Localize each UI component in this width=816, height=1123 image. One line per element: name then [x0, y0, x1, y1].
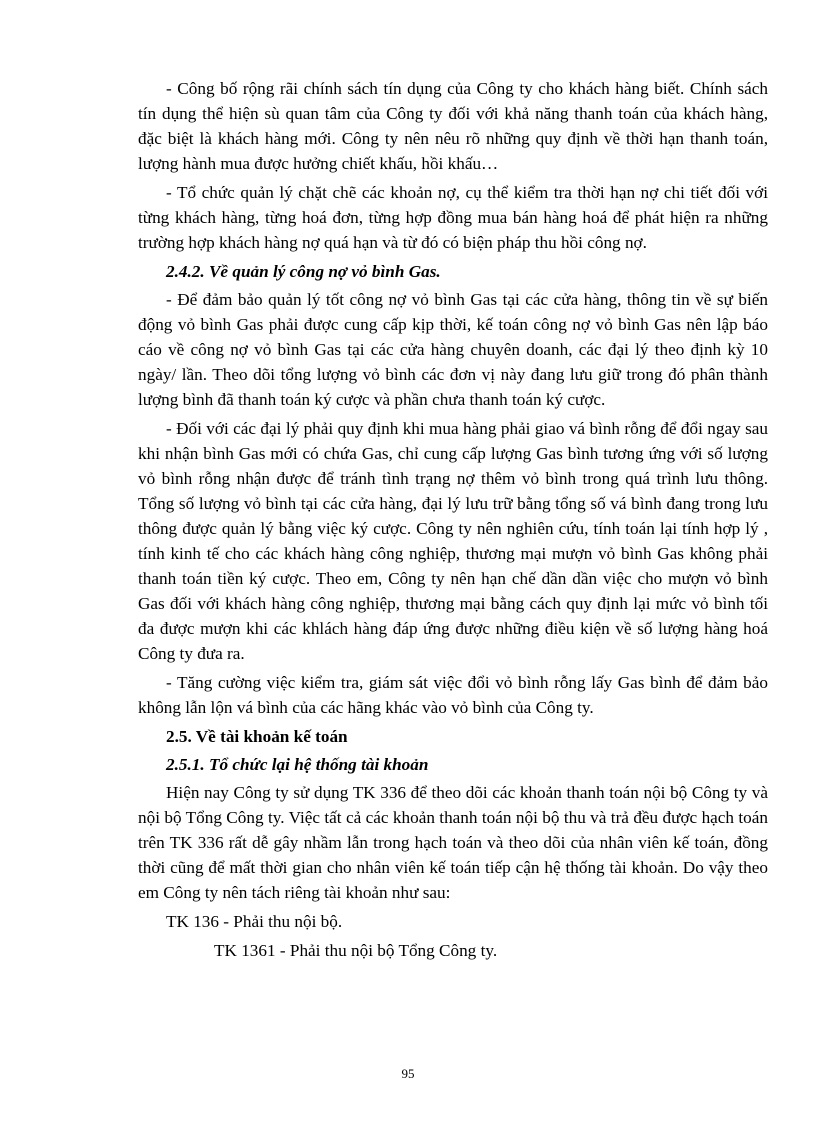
account-item-tk136: TK 136 - Phải thu nội bộ.: [166, 912, 343, 931]
section-heading-2-5: 2.5. Về tài khoản kế toán: [166, 727, 348, 746]
paragraph-account-system: Hiện nay Công ty sử dụng TK 336 để theo dõi các khoản thanh toán nội bộ Công ty và nội bộ Tổng Công ty. Việc tất cả các khoản thanh toán nội bộ thu và trả đều được hạch toán trên TK 336 rất dễ gây nhầm lẫn trong hạch toán và theo dõi của nhân viên kế toán, đồng thời cũng để mất thời gian cho nhân viên kế toán tiếp cận hệ thống tài khoản. Do vậy theo em Công ty nên tách riêng tài khoản như sau:: [138, 783, 768, 902]
section-heading-2-5-1: 2.5.1. Tổ chức lại hệ thống tài khoản: [166, 755, 429, 774]
paragraph-inspection: - Tăng cường việc kiểm tra, giám sát việc đổi vỏ bình rỗng lấy Gas bình để đảm bảo không lẫn lộn vá bình của các hãng khác vào vỏ bình của Công ty.: [138, 673, 768, 717]
paragraph-agent-rules: - Đối với các đại lý phải quy định khi mua hàng phải giao vá bình rỗng để đổi ngay sau khi nhận bình Gas mới có chứa Gas, chỉ cung cấp lượng Gas bình tương ứng với số lượng vỏ bình rỗng nhận được để tránh tình trạng nợ thêm vỏ bình trong quá trình lưu thông. Tổng số lượng vỏ bình tại các cửa hàng, đại lý lưu trữ bằng tổng số vá bình đang trong lưu thông được quản lý bằng việc ký cược. Công ty nên nghiên cứu, tính toán lại tính hợp lý , tính kinh tế cho các khách hàng công nghiệp, thương mại mượn vỏ bình Gas không phải thanh toán tiền ký cược. Theo em, Công ty nên hạn chế dần dần việc cho mượn vỏ bình Gas đối với khách hàng công nghiệp, thương mại bằng cách quy định lại mức vỏ bình tối đa được mượn khi các khlách hàng đáp ứng được những điều kiện về số lượng hàng hoá Công ty đưa ra.: [138, 419, 768, 663]
paragraph-gas-cylinder-report: - Để đảm bảo quản lý tốt công nợ vỏ bình Gas tại các cửa hàng, thông tin về sự biến động vỏ bình Gas phải được cung cấp kịp thời, kế toán công nợ vỏ bình Gas nên lập báo cáo về công nợ vỏ bình Gas tại các cửa hàng chuyên doanh, các đại lý theo định kỳ 10 ngày/ lần. Theo dõi tổng lượng vỏ bình các đơn vị này đang lưu giữ trong đó phân thành lượng bình đã thanh toán ký cược và phần chưa thanh toán ký cược.: [138, 290, 768, 409]
document-page: [138, 76, 768, 967]
account-item-tk1361: TK 1361 - Phải thu nội bộ Tổng Công ty.: [214, 941, 498, 960]
paragraph-credit-policy: - Công bố rộng rãi chính sách tín dụng của Công ty cho khách hàng biết. Chính sách tín dụng thể hiện sù quan tâm của Công ty đối với khả năng thanh toán của khách hàng, đặc biệt là khách hàng mới. Công ty nên nêu rõ những quy định về thời hạn thanh toán, lượng hành mua được hưởng chiết khấu, hồi khấu…: [138, 79, 768, 173]
page-number: 95: [401, 1066, 415, 1081]
section-heading-2-4-2: 2.4.2. Về quản lý công nợ vỏ bình Gas.: [166, 262, 441, 281]
paragraph-debt-management: - Tổ chức quản lý chặt chẽ các khoản nợ, cụ thể kiểm tra thời hạn nợ chi tiết đối với từng khách hàng, từng hoá đơn, từng hợp đồng mua bán hàng hoá để phát hiện ra những trường hợp khách hàng nợ quá hạn và từ đó có biện pháp thu hồi công nợ.: [138, 183, 768, 252]
